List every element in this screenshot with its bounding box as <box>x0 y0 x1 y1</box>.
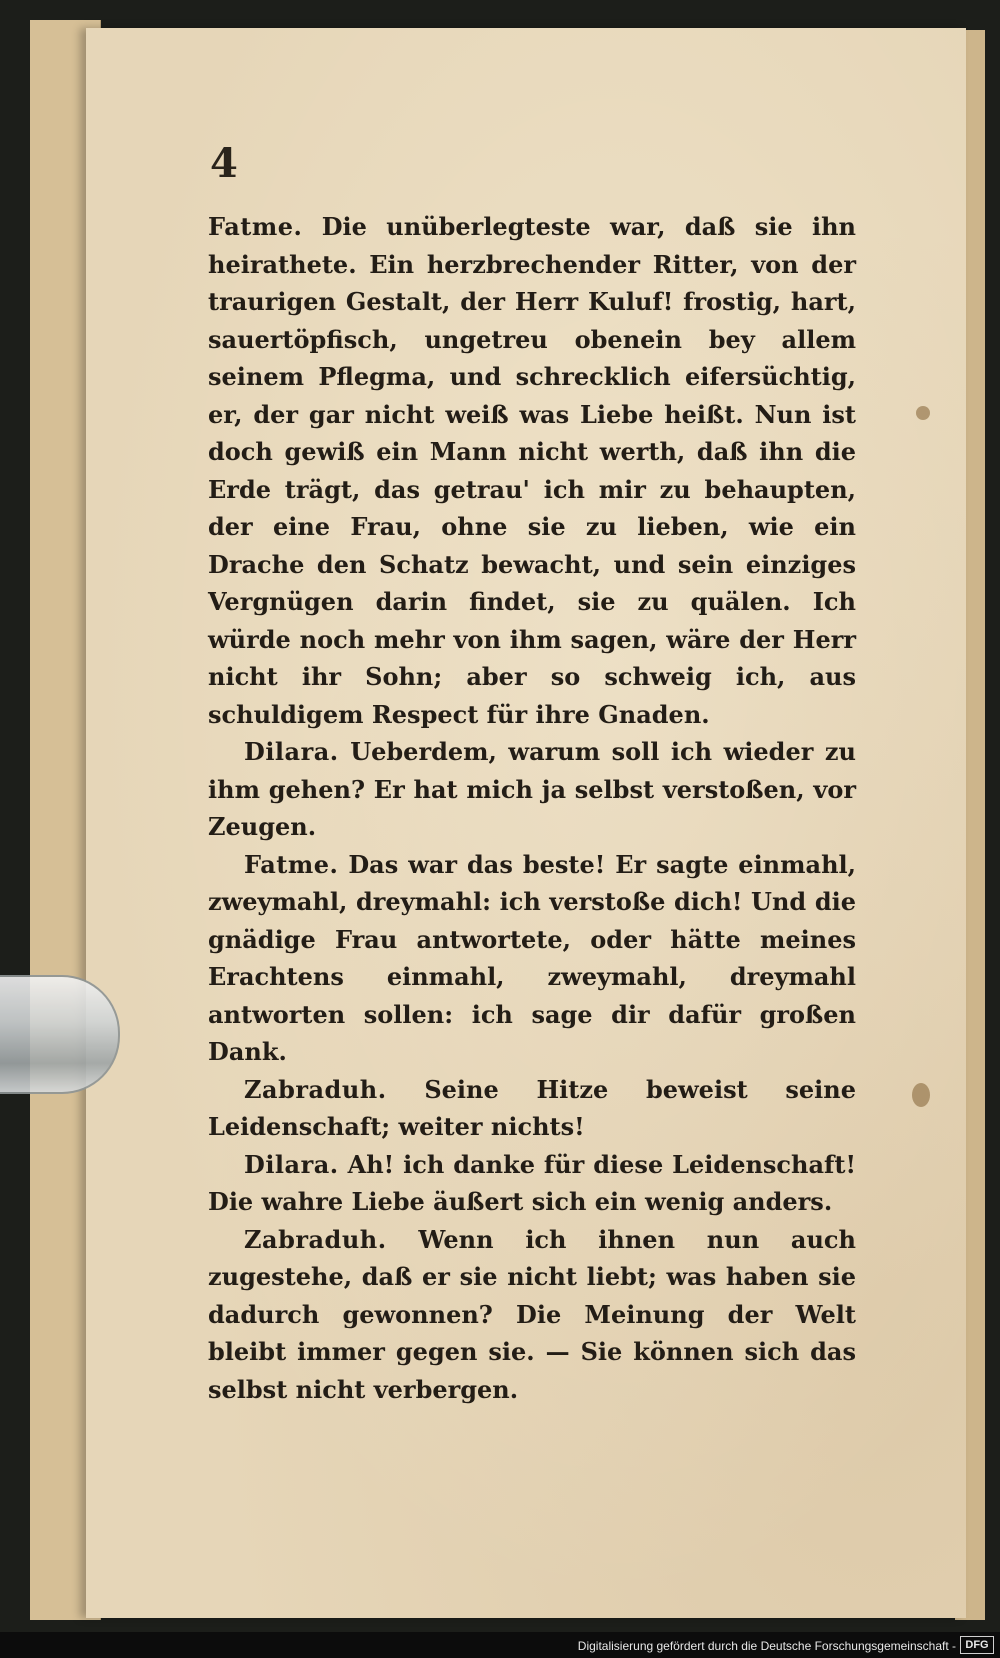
dialogue-text: Seine Hitze beweist seine Leidenschaft; weiter nichts! <box>208 1074 856 1141</box>
dialogue-paragraph <box>208 1071 856 1146</box>
dfg-logo-icon: DFG <box>960 1636 994 1654</box>
digitization-footer <box>0 1632 1000 1658</box>
dialogue-text: Das war das beste! Er sagte einmahl, zweymahl, dreymahl: ich verstoße dich! Und die gnädige Frau antwortete, oder hätte meines Erachtens einmahl, zweymahl, dreymahl antworten sollen: ich sage dir dafür großen Dank. <box>208 849 857 1066</box>
speaker-name: Fatme. <box>208 212 303 241</box>
page-number: 4 <box>210 140 238 187</box>
dialogue-paragraph <box>208 1146 856 1221</box>
speaker-name: Dilara. <box>244 1149 339 1179</box>
dialogue-text: Die unüberlegteste war, daß sie ihn heirathete. Ein herzbrechender Ritter, von der traurigen Gestalt, der Herr Kuluf! frostig, hart, sauertöpfisch, ungetreu obenein bey allem seinem Pflegma, und schrecklich eifersüchtig, er, der gar nicht weiß was Liebe heißt. Nun ist doch gewiß ein Mann nicht werth, daß ihn die Erde trägt, das getrau' ich mir zu behaupten, der eine Frau, ohne sie zu lieben, wie ein Drache den Schatz bewacht, und sein einziges Vergnügen darin findet, sie zu quälen. Ich würde noch mehr von ihm sagen, wäre der Herr nicht ihr Sohn; aber so schweig ich, aus schuldigem Respect für ihre Gnaden. <box>208 212 856 729</box>
dialogue-paragraph <box>208 1221 856 1409</box>
paper-stain <box>916 406 930 420</box>
funding-credit: Digitalisierung gefördert durch die Deutsche Forschungsgemeinschaft - <box>577 1639 956 1653</box>
speaker-name: Dilara. <box>244 737 339 766</box>
dialogue-paragraph <box>208 846 856 1071</box>
page-clip <box>0 975 120 1094</box>
speaker-name: Zabraduh. <box>244 1224 387 1254</box>
speaker-name: Zabraduh. <box>244 1074 387 1104</box>
dialogue-paragraph <box>208 208 856 733</box>
dialogue-text: Wenn ich ihnen nun auch zugestehe, daß er sie nicht liebt; was haben sie dadurch gewonnen? Die Meinung der Welt bleibt immer gegen sie. — Sie können sich das selbst nicht verbergen. <box>208 1224 856 1404</box>
body-text <box>208 208 856 1408</box>
speaker-name: Fatme. <box>244 849 339 879</box>
dialogue-text: Ueberdem, warum soll ich wieder zu ihm gehen? Er hat mich ja selbst verstoßen, vor Zeugen. <box>208 737 856 841</box>
paper-stain <box>912 1083 930 1107</box>
dialogue-paragraph <box>208 733 856 846</box>
dialogue-text: Ah! ich danke für diese Leidenschaft! Die wahre Liebe äußert sich ein wenig anders. <box>208 1149 856 1216</box>
